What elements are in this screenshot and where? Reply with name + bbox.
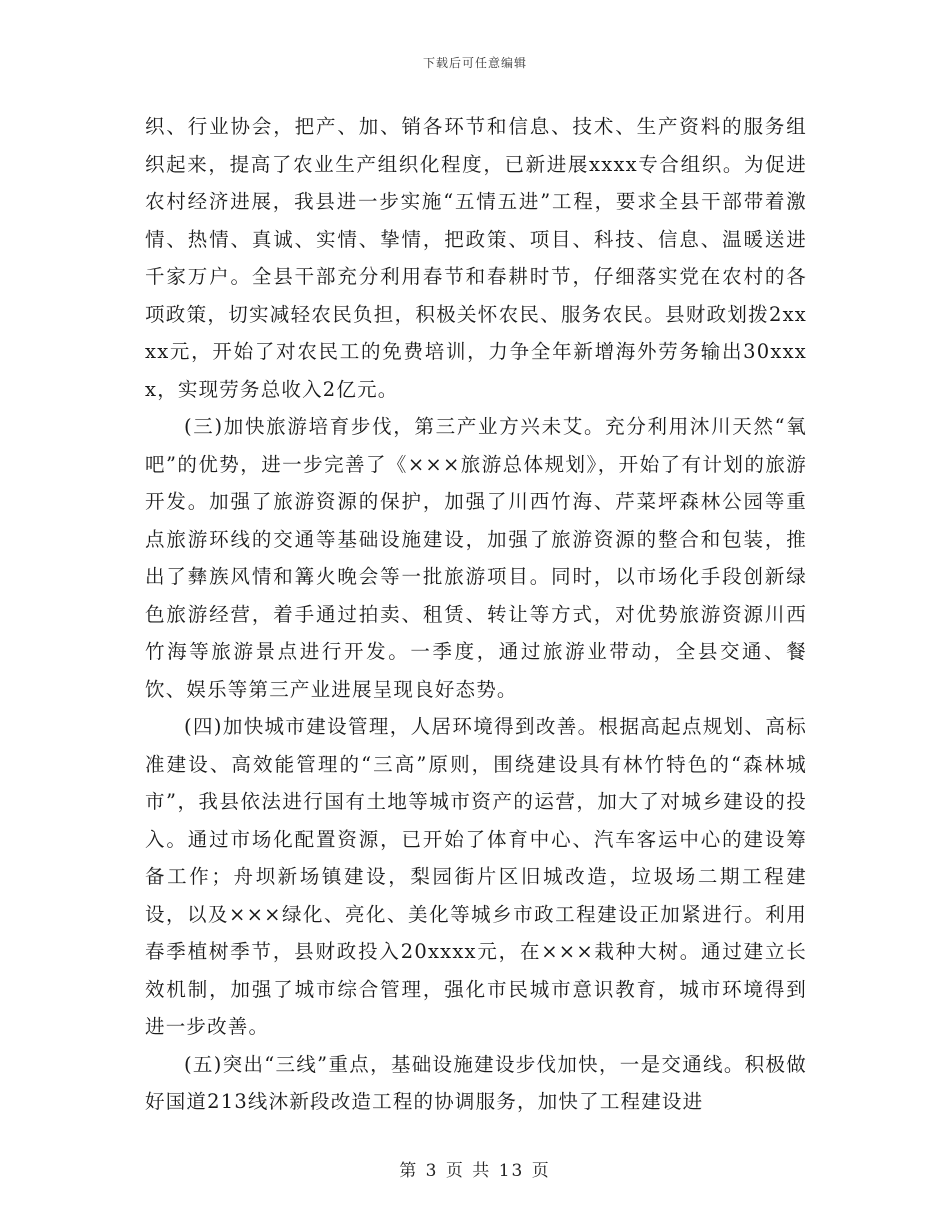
paragraph-infrastructure: (五)突出“三线”重点，基础设施建设步伐加快，一是交通线。积极做好国道213线沐新段改造工程的协调服务，加快了工程建设进: [145, 1052, 807, 1113]
document-body: [145, 108, 807, 1121]
paragraph-urban-construction: (四)加快城市建设管理，人居环境得到改善。根据高起点规划、高标准建设、高效能管理的“三高”原则，围绕建设具有林竹特色的“森林城市”，我县依法进行国有土地等城市资产的运营，加大了对城乡建设的投入。通过市场化配置资源，已开始了体育中心、汽车客运中心的建设筹备工作；舟坝新场镇建设，梨园街片区旧城改造，垃圾场二期工程建设，以及×××绿化、亮化、美化等城乡市政工程建设正加紧进行。利用春季植树季节，县财政投入20xxxx元，在×××栽种大树。通过建立长效机制，加强了城市综合管理，强化市民城市意识教育，城市环境得到进一步改善。: [145, 715, 807, 1038]
paragraph-tourism: (三)加快旅游培育步伐，第三产业方兴未艾。充分利用沐川天然“氧吧”的优势，进一步完善了《×××旅游总体规划》，开始了有计划的旅游开发。加强了旅游资源的保护，加强了川西竹海、芹菜坪森林公园等重点旅游环线的交通等基础设施建设，加强了旅游资源的整合和包装，推出了彝族风情和篝火晚会等一批旅游项目。同时，以市场化手段创新绿色旅游经营，着手通过拍卖、租赁、转让等方式，对优势旅游资源川西竹海等旅游景点进行开发。一季度，通过旅游业带动，全县交通、餐饮、娱乐等第三产业进展呈现良好态势。: [145, 415, 807, 701]
page-number: 第 3 页 共 13 页: [399, 1161, 551, 1181]
paragraph-continuation: 织、行业协会，把产、加、销各环节和信息、技术、生产资料的服务组织起来，提高了农业生产组织化程度，已新进展xxxx专合组织。为促进农村经济进展，我县进一步实施“五情五进”工程，要求全县干部带着激情、热情、真诚、实情、挚情，把政策、项目、科技、信息、温暖送进千家万户。全县干部充分利用春节和春耕时节，仔细落实党在农村的各项政策，切实减轻农民负担，积极关怀农民、服务农民。县财政划拨2xxxx元，开始了对农民工的免费培训，力争全年新增海外劳务输出30xxxx，实现劳务总收入2亿元。: [145, 115, 807, 401]
page-header: 下载后可任意编辑: [422, 56, 527, 70]
